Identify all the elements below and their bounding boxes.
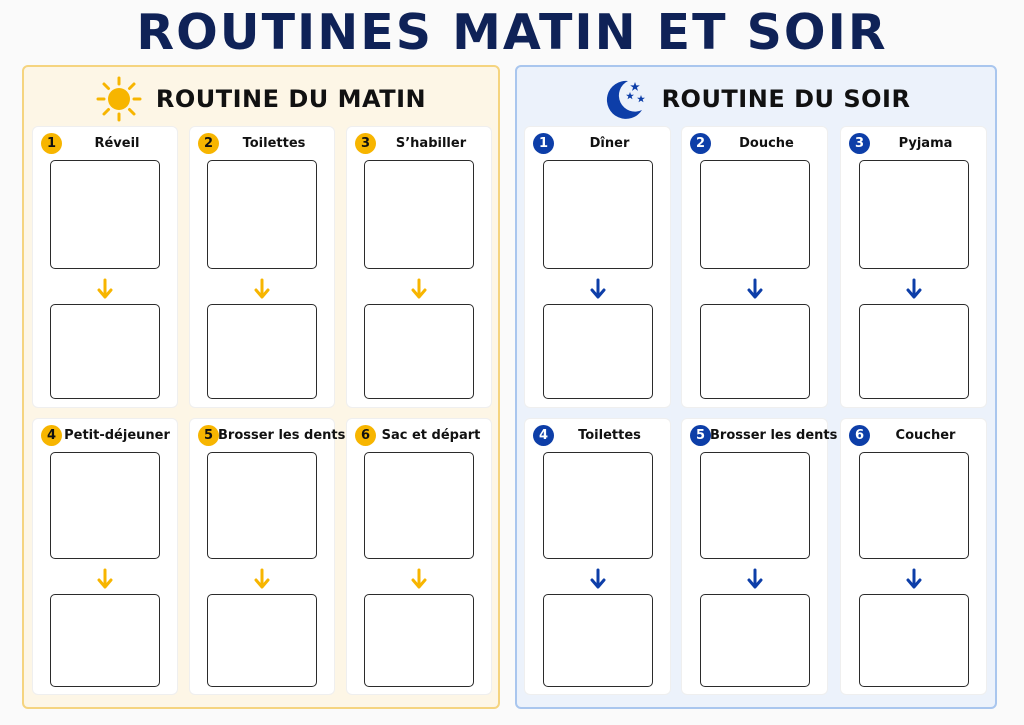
picture-box[interactable] <box>700 594 810 687</box>
sun-icon <box>96 76 142 122</box>
picture-box[interactable] <box>50 594 160 687</box>
picture-box[interactable] <box>543 304 653 399</box>
picture-box[interactable] <box>700 304 810 399</box>
step-number-badge: 3 <box>355 133 376 154</box>
page-title: ROUTINES MATIN ET SOIR <box>136 4 888 61</box>
picture-box[interactable] <box>700 160 810 269</box>
step-label: Sac et départ <box>381 428 481 443</box>
picture-box[interactable] <box>207 304 317 399</box>
step-label: Brosser les dents <box>710 428 838 443</box>
step-label: Petit-déjeuner <box>64 428 170 443</box>
picture-box[interactable] <box>207 452 317 559</box>
step-label: Pyjama <box>898 136 953 151</box>
step-number-badge: 5 <box>690 425 711 446</box>
picture-box[interactable] <box>364 160 474 269</box>
arrow-down-icon <box>590 278 606 300</box>
step-label: Toilettes <box>242 136 306 151</box>
arrow-down-icon <box>747 568 763 590</box>
step-label: S’habiller <box>395 136 467 151</box>
step-number-badge: 2 <box>198 133 219 154</box>
step-label: Brosser les dents <box>218 428 346 443</box>
evening-panel-title: ROUTINE DU SOIR <box>661 85 911 113</box>
picture-box[interactable] <box>859 160 969 269</box>
step-label: Douche <box>739 136 794 151</box>
step-number-badge: 1 <box>41 133 62 154</box>
step-number-badge: 6 <box>849 425 870 446</box>
arrow-down-icon <box>411 278 427 300</box>
picture-box[interactable] <box>50 160 160 269</box>
picture-box[interactable] <box>50 304 160 399</box>
morning-panel-title: ROUTINE DU MATIN <box>155 85 427 113</box>
moon-stars-icon <box>602 76 648 122</box>
picture-box[interactable] <box>207 594 317 687</box>
picture-box[interactable] <box>859 304 969 399</box>
arrow-down-icon <box>411 568 427 590</box>
step-label: Toilettes <box>578 428 641 443</box>
picture-box[interactable] <box>50 452 160 559</box>
step-number-badge: 2 <box>690 133 711 154</box>
picture-box[interactable] <box>859 594 969 687</box>
arrow-down-icon <box>747 278 763 300</box>
picture-box[interactable] <box>543 452 653 559</box>
arrow-down-icon <box>254 568 270 590</box>
picture-box[interactable] <box>364 304 474 399</box>
picture-box[interactable] <box>543 160 653 269</box>
step-number-badge: 5 <box>198 425 219 446</box>
picture-box[interactable] <box>700 452 810 559</box>
picture-box[interactable] <box>364 594 474 687</box>
picture-box[interactable] <box>364 452 474 559</box>
arrow-down-icon <box>590 568 606 590</box>
step-number-badge: 4 <box>41 425 62 446</box>
step-label: Dîner <box>589 136 630 151</box>
picture-box[interactable] <box>207 160 317 269</box>
step-label: Coucher <box>895 428 956 443</box>
step-number-badge: 1 <box>533 133 554 154</box>
step-number-badge: 6 <box>355 425 376 446</box>
picture-box[interactable] <box>543 594 653 687</box>
step-number-badge: 3 <box>849 133 870 154</box>
morning-panel-header <box>24 73 498 125</box>
arrow-down-icon <box>97 278 113 300</box>
arrow-down-icon <box>906 568 922 590</box>
arrow-down-icon <box>254 278 270 300</box>
step-number-badge: 4 <box>533 425 554 446</box>
step-label: Réveil <box>94 136 140 151</box>
arrow-down-icon <box>97 568 113 590</box>
evening-panel-header <box>517 73 995 125</box>
arrow-down-icon <box>906 278 922 300</box>
picture-box[interactable] <box>859 452 969 559</box>
